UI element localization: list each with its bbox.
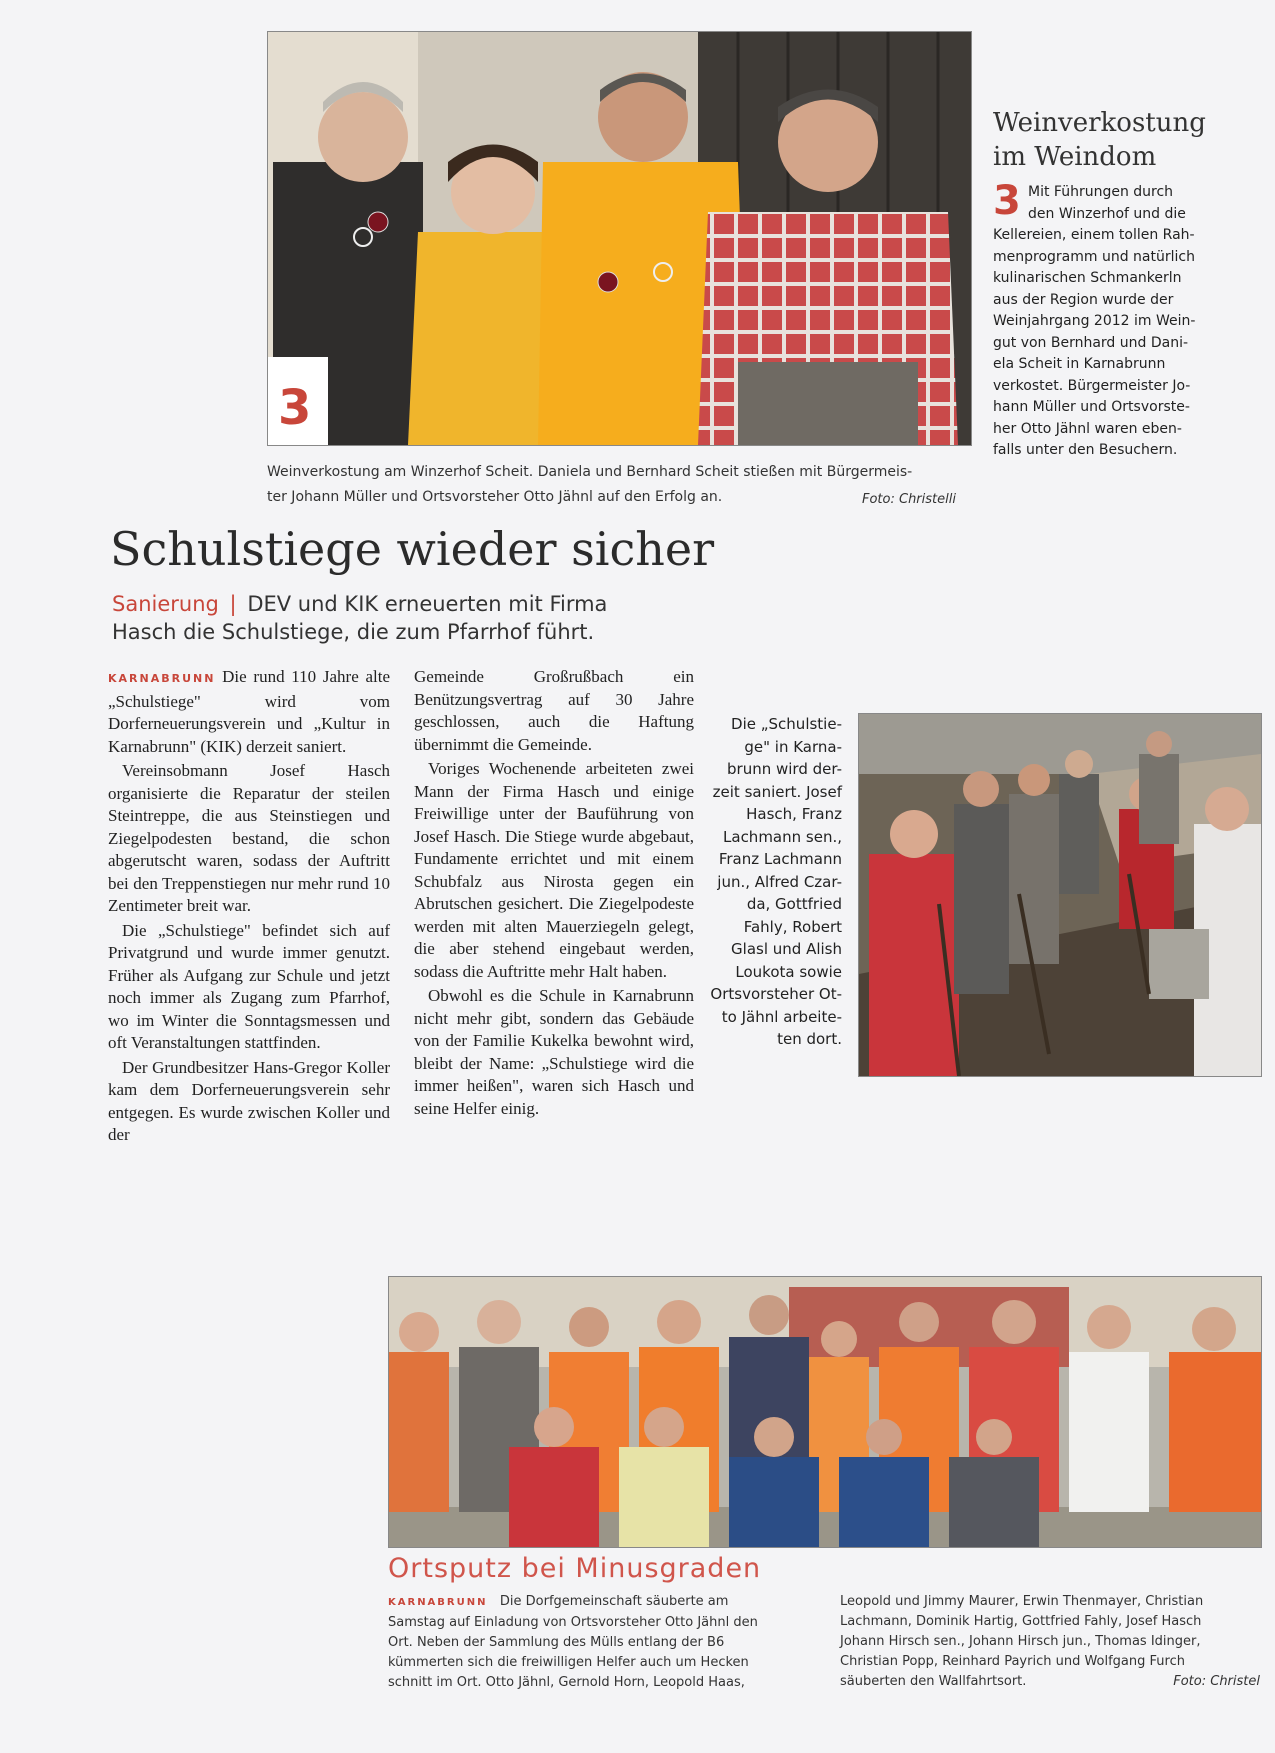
caption-line: Hasch, Franz	[746, 805, 842, 823]
cleanup-line: säuberten den Wallfahrtsort. Foto: Christel	[840, 1672, 1260, 1692]
cleanup-line: KARNABRUNN Die Dorfgemeinschaft säuberte am	[388, 1594, 729, 1609]
wine-line: Weinjahrgang 2012 im Wein-	[993, 313, 1196, 329]
article-dateline: KARNABRUNN	[108, 672, 216, 685]
article-sub-line1: DEV und KIK erneuerten mit Firma	[247, 592, 608, 616]
wine-tasting-illustration	[268, 32, 971, 445]
article-subheadline	[112, 590, 607, 646]
tag-divider: |	[229, 592, 237, 616]
article-column-1	[108, 666, 390, 1149]
wine-line: Kellereien, einem tollen Rah-	[993, 227, 1195, 243]
cleanup-credit: Foto: Christel	[1173, 1674, 1260, 1689]
caption-line: Die „Schulstie-	[731, 715, 842, 733]
article-column-2	[414, 666, 694, 1122]
caption-line: Ortsvorsteher Ot-	[710, 985, 842, 1003]
cleanup-text-left	[388, 1592, 838, 1693]
stairs-workers-illustration	[859, 714, 1261, 1076]
caption-line: zeit saniert. Josef	[712, 782, 842, 801]
wine-text	[993, 182, 1223, 462]
article-paragraph: Gemeinde Großrußbach ein Benützungsvertrag auf 30 Jahre geschlossen, auch die Haftung übernimmt die Gemeinde.	[414, 667, 694, 754]
cleanup-line: Leopold und Jimmy Maurer, Erwin Thenmayer, Christian	[840, 1594, 1204, 1609]
article-paragraph: KARNABRUNN Die rund 110 Jahre alte „Schulstiege" wird vom Dorferneuerungsverein und „Kultur in Karnabrunn" (KIK) derzeit saniert.	[108, 667, 390, 756]
wine-line: gut von Bernhard und Dani-	[993, 334, 1189, 351]
wine-line: hann Müller und Ortsvorste-	[993, 399, 1190, 415]
wine-tasting-photo	[267, 31, 972, 446]
article-headline: Schulstiege wieder sicher	[110, 522, 715, 576]
cleanup-line: Samstag auf Einladung von Ortsvorsteher Otto Jähnl den	[388, 1615, 758, 1630]
cleanup-line: kümmerten sich die freiwilligen Helfer auch um Hecken	[388, 1655, 749, 1670]
wine-title-line1: Weinverkostung	[993, 108, 1206, 138]
caption-line: da, Gottfried	[746, 895, 842, 913]
photo1-caption-line2: ter Johann Müller und Ortsvorsteher Otto Jähnl auf den Erfolg an.	[267, 489, 723, 505]
caption-line: Fahly, Robert	[743, 917, 842, 936]
cleanup-line: schnitt im Ort. Otto Jähnl, Gernold Horn, Leopold Haas,	[388, 1675, 745, 1690]
wine-line: den Winzerhof und die	[1028, 205, 1186, 222]
article-tag: Sanierung	[112, 592, 219, 616]
cleanup-line: Ort. Neben der Sammlung des Mülls entlang der B6	[388, 1635, 725, 1650]
article-paragraph: Obwohl es die Schule in Karnabrunn nicht mehr gibt, sondern das Gebäude von der Familie Kukelka bewohnt wird, bleibt der Name: „Schulstiege wird die immer heißen", waren sich Hasch und seine Helfer einig.	[414, 986, 694, 1118]
caption-line: jun., Alfred Czar-	[717, 872, 842, 891]
wine-line: Mit Führungen durch	[1028, 184, 1174, 200]
article-paragraph: Der Grundbesitzer Hans-Gregor Koller kam dem Dorferneuerungsverein sehr entgegen. Es wurde zwischen Koller und der	[108, 1057, 390, 1144]
caption-line: brunn wird der-	[727, 760, 842, 778]
wine-line: kulinarischen Schmankerln	[993, 270, 1182, 286]
cleanup-line: Lachmann, Dominik Hartig, Gottfried Fahly, Josef Hasch	[840, 1614, 1202, 1629]
caption-line: ten dort.	[777, 1030, 842, 1048]
caption-line: Glasl und Alish	[731, 940, 842, 958]
cleanup-dateline: KARNABRUNN	[388, 1597, 488, 1608]
wine-line: menprogramm und natürlich	[993, 248, 1195, 265]
caption-line: Loukota sowie	[735, 962, 842, 981]
caption-line: Franz Lachmann	[718, 850, 842, 868]
cleanup-group-illustration	[389, 1277, 1261, 1547]
cleanup-group-photo	[388, 1276, 1262, 1548]
article-paragraph: Vereinsobmann Josef Hasch organisierte die Reparatur der steilen Steintreppe, die aus Steinstiegen und Ziegelpodesten bestand, die schon abgerutscht waren, sodass der Auftritt bei den Treppenstiegen nur mehr rund 10 Zentimeter breit war.	[108, 761, 390, 915]
article-paragraph: Voriges Wochenende arbeiteten zwei Mann der Firma Hasch und einige Freiwillige unter der Bauführung von Josef Hasch. Die Stiege wurde abgebaut, Fundamente errichtet und mit einem Schubfalz aus Nirosta gegen ein Abrutschen gesichert. Die Ziegelpodeste werden mit alten Mauerziegeln gelegt, die aber stehend eingebaut werden, sodass die Auftritte mehr Halt haben.	[414, 759, 694, 981]
article-sub-line2: Hasch die Schulstiege, die zum Pfarrhof führt.	[112, 620, 595, 644]
caption-line: to Jähnl arbeite-	[721, 1007, 842, 1026]
wine-line: falls unter den Besuchern.	[993, 442, 1178, 458]
caption-line: ge" in Karna-	[744, 737, 842, 756]
stairs-workers-photo	[858, 713, 1262, 1077]
wine-line: aus der Region wurde der	[993, 291, 1174, 308]
caption-line: Lachmann sen.,	[723, 827, 842, 846]
photo-badge: 3	[278, 380, 312, 436]
cleanup-text-right	[840, 1592, 1260, 1692]
wine-line: ela Scheit in Karnabrunn	[993, 356, 1166, 372]
photo1-caption-line1: Weinverkostung am Winzerhof Scheit. Daniela und Bernhard Scheit stießen mit Bürgermeis-	[267, 464, 913, 480]
stairs-photo-caption	[700, 713, 842, 1051]
article-paragraph: Die „Schulstiege" befindet sich auf Privatgrund und wurde immer genutzt. Früher als Aufgang zur Schule und jetzt noch immer als Zugang zum Pfarrhof, wo im Winter die Sonntagsmessen und oft Veranstaltungen stattfinden.	[108, 920, 390, 1052]
cleanup-headline: Ortsputz bei Minusgraden	[388, 1553, 762, 1584]
photo1-credit: Foto: Christelli	[862, 492, 956, 507]
wine-line: her Otto Jähnl waren eben-	[993, 420, 1182, 437]
cleanup-line: Johann Hirsch sen., Johann Hirsch jun., Thomas Idinger,	[840, 1634, 1201, 1649]
wine-section-number: 3	[993, 178, 1021, 224]
wine-title-line2: im Weindom	[993, 142, 1157, 172]
wine-line: verkostet. Bürgermeister Jo-	[993, 377, 1191, 394]
cleanup-line: Christian Popp, Reinhard Payrich und Wolfgang Furch	[840, 1654, 1185, 1669]
